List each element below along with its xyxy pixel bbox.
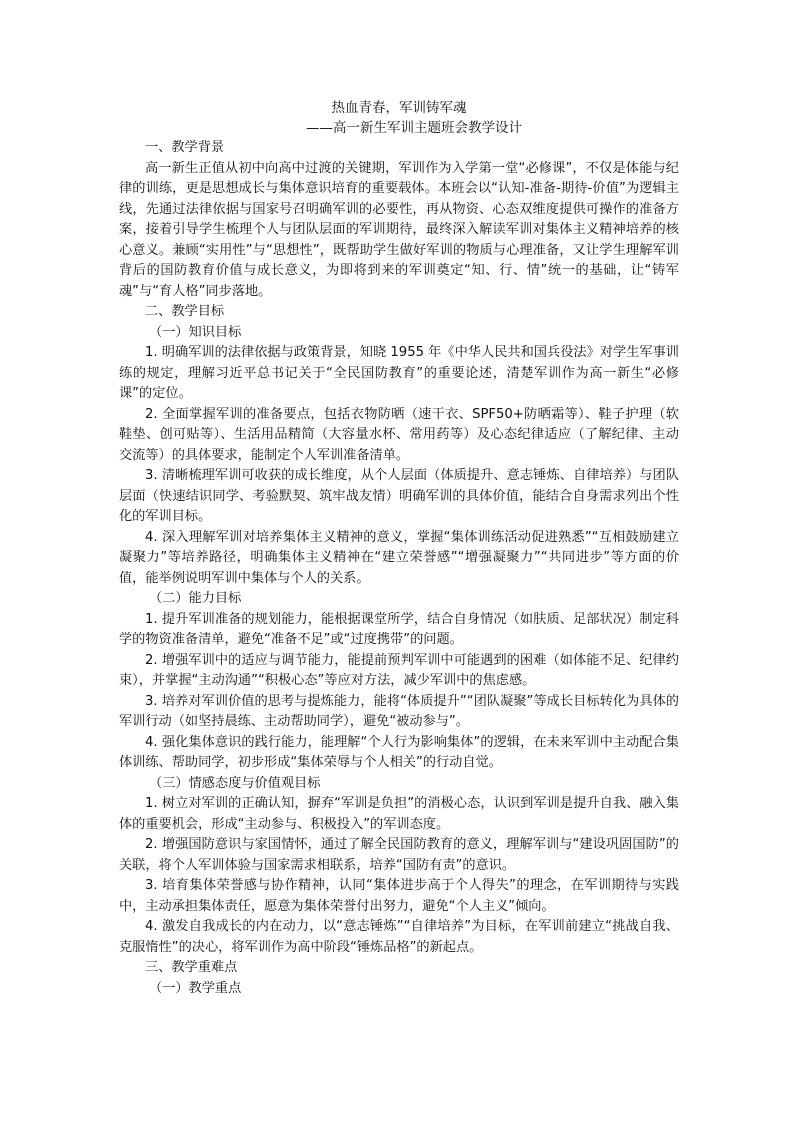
document-page xyxy=(119,98,679,999)
ability-item: 2. 增强军训中的适应与调节能力，能提前预判军训中可能遇到的困难（如体能不足、纪律约束），并掌握“主动沟通”“积极心态”等应对方法，减少军训中的焦虑感。 xyxy=(119,652,679,688)
document-title: 热血青春，军训铸军魂 xyxy=(331,100,467,116)
subsection-heading-values: （三）情感态度与价值观目标 xyxy=(149,775,321,791)
values-item: 3. 培育集体荣誉感与协作精神，认同“集体进步高于个人得失”的理念，在军训期待与实践中，主动承担集体责任，愿意为集体荣誉付出努力，避免“个人主义”倾向。 xyxy=(119,878,679,914)
knowledge-item: 1. 明确军训的法律依据与政策背景，知晓 1955 年《中华人民共和国兵役法》对学生军事训练的规定，理解习近平总书记关于“全民国防教育”的重要论述，清楚军训作为高一新生“必修课”的定位。 xyxy=(119,345,679,401)
section-heading-objectives: 二、教学目标 xyxy=(145,304,225,319)
document-subtitle: ——高一新生军训主题班会教学设计 xyxy=(306,120,522,136)
background-paragraph: 高一新生正值从初中向高中过渡的关键期，军训作为入学第一堂“必修课”，不仅是体能与纪律的训练，更是思想成长与集体意识培育的重要载体。本班会以“认知-准备-期待-价值”为逻辑主线，先通过法律依据与国家号召明确军训的必要性，再从物资、心态双维度提供可操作的准备方案，接着引导学生梳理个人与团队层面的军训期待，最终深入解读军训对集体主义精神培养的核心意义。兼顾“实用性”与“思想性”，既帮助学生做好军训的物质与心理准备，又让学生理解军训背后的国防教育价值与成长意义，为即将到来的军训奠定“知、行、情”统一的基础，让“铸军魂”与“育人格”同步落地。 xyxy=(119,160,679,299)
section-heading-background: 一、教学背景 xyxy=(145,140,225,155)
subsection-heading-ability: （二）能力目标 xyxy=(149,591,242,606)
knowledge-item: 4. 深入理解军训对培养集体主义精神的意义，掌握“集体训练活动促进熟悉”“互相鼓励建立凝聚力”等培养路径，明确集体主义精神在“建立荣誉感”“增强凝聚力”“共同进步”等方面的价值，能举例说明军训中集体与个人的关系。 xyxy=(119,529,679,586)
ability-item: 3. 培养对军训价值的思考与提炼能力，能将“体质提升”“团队凝聚”等成长目标转化为具体的军训行动（如坚持晨练、主动帮助同学），避免“被动参与”。 xyxy=(119,693,679,729)
subsection-heading-knowledge: （一）知识目标 xyxy=(149,324,242,340)
ability-item: 4. 强化集体意识的践行能力，能理解“个人行为影响集体”的逻辑，在未来军训中主动配合集体训练、帮助同学，初步形成“集体荣辱与个人相关”的行动自觉。 xyxy=(119,734,679,770)
subsection-heading-teaching-focus: （一）教学重点 xyxy=(149,980,242,996)
values-item: 1. 树立对军训的正确认知，摒弃“军训是负担”的消极心态，认识到军训是提升自我、融入集体的重要机会，形成“主动参与、积极投入”的军训态度。 xyxy=(119,796,679,832)
section-heading-key-points: 三、教学重难点 xyxy=(145,960,238,975)
ability-item: 1. 提升军训准备的规划能力，能根据课堂所学，结合自身情况（如肤质、足部状况）制定科学的物资准备清单，避免“准备不足”或“过度携带”的问题。 xyxy=(119,611,679,647)
knowledge-item: 3. 清晰梳理军训可收获的成长维度，从个人层面（体质提升、意志锤炼、自律培养）与团队层面（快速结识同学、考验默契、筑牢战友情）明确军训的具体价值，能结合自身需求列出个性化的军训目标。 xyxy=(119,468,679,524)
values-item: 2. 增强国防意识与家国情怀，通过了解全民国防教育的意义，理解军训与“建设巩固国防”的关联，将个人军训体验与国家需求相联系，培养“国防有责”的意识。 xyxy=(119,837,679,873)
values-item: 4. 激发自我成长的内在动力，以“意志锤炼”“自律培养”为目标，在军训前建立“挑战自我、克服惰性”的决心，将军训作为高中阶段“锤炼品格”的新起点。 xyxy=(119,919,679,955)
knowledge-item: 2. 全面掌握军训的准备要点，包括衣物防晒（速干衣、SPF50+防晒霜等）、鞋子护理（软鞋垫、创可贴等）、生活用品精简（大容量水杯、常用药等）及心态纪律适应（了解纪律、主动交流等）的具体要求，能制定个人军训准备清单。 xyxy=(119,406,679,463)
